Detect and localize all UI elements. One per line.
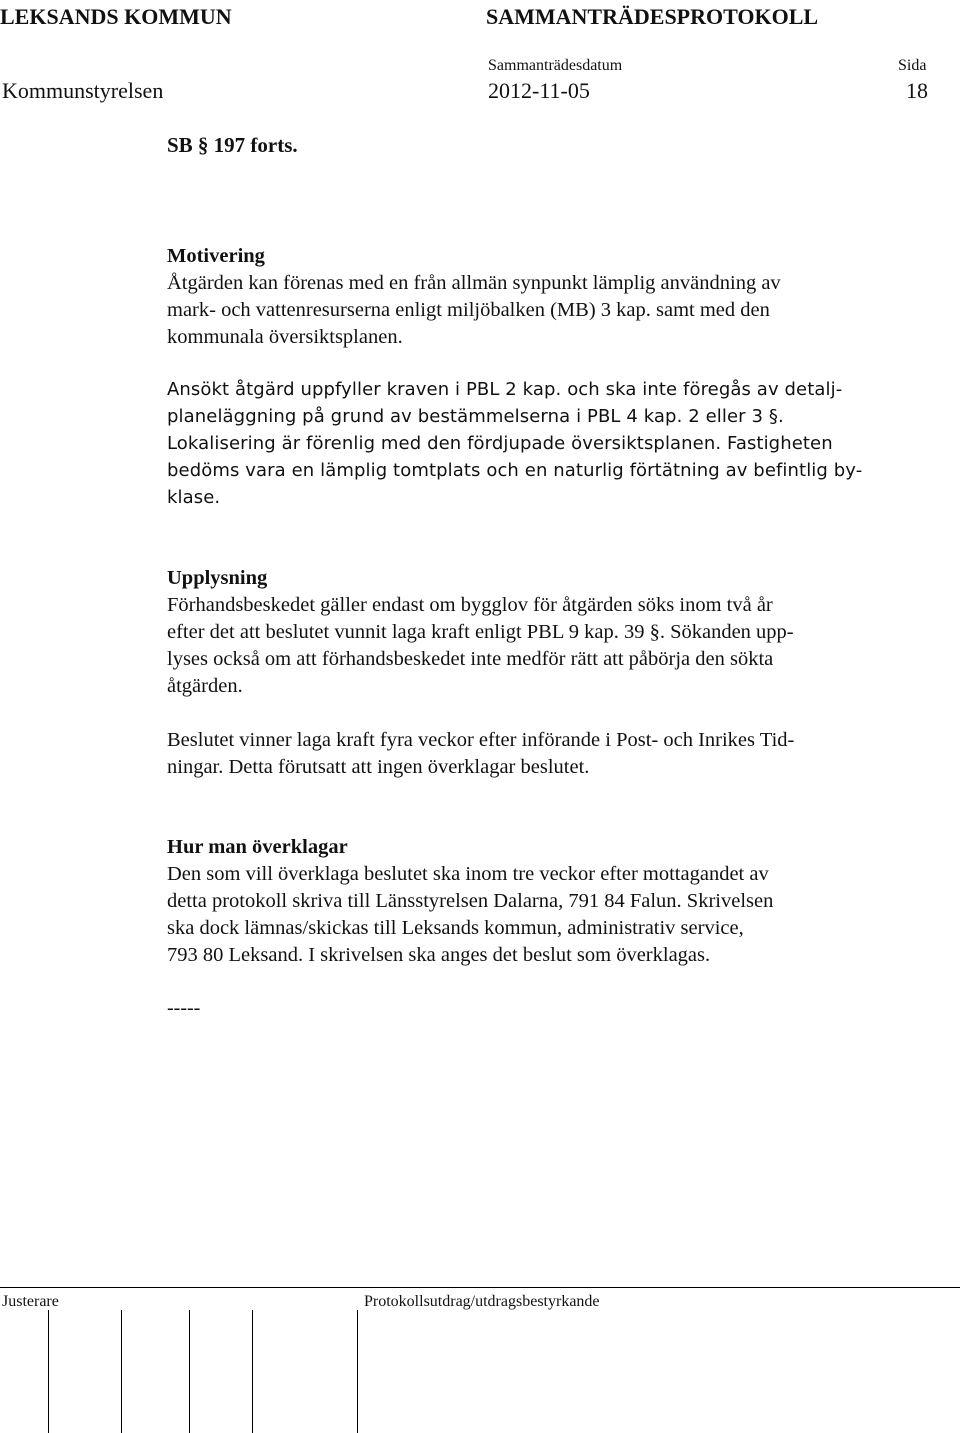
signature-box-divider [48, 1310, 49, 1433]
motivering-section [167, 243, 867, 351]
paragraph-line: detta protokoll skriva till Länsstyrelsen Dalarna, 791 84 Falun. Skrivelsen [167, 890, 774, 912]
upplysning-section [167, 565, 867, 700]
end-marker: ----- [167, 997, 201, 1019]
page-number: 18 [906, 78, 928, 103]
section-reference: SB § 197 forts. [167, 133, 298, 157]
paragraph-line: efter det att beslutet vunnit laga kraft enligt PBL 9 kap. 39 §. Sökanden upp- [167, 621, 794, 643]
paragraph-line: mark- och vattenresurserna enligt miljöbalken (MB) 3 kap. samt med den [167, 299, 770, 321]
meeting-date: 2012-11-05 [488, 78, 590, 103]
paragraph-line: bedöms vara en lämplig tomtplats och en naturlig förtätning av befintlig by- [167, 460, 863, 481]
paragraph-line: klase. [167, 487, 221, 508]
paragraph-line: 793 80 Leksand. I skrivelsen ska anges det beslut som överklagas. [167, 944, 711, 966]
motivering-paragraph-2 [167, 376, 867, 511]
paragraph-line: Åtgärden kan förenas med en från allmän synpunkt lämplig användning av [167, 272, 781, 294]
paragraph-line: ska dock lämnas/skickas till Leksands kommun, administrativ service, [167, 917, 744, 939]
organization-name: LEKSANDS KOMMUN [0, 4, 232, 29]
paragraph-line: Lokalisering är förenlig med den fördjupade översiktsplanen. Fastigheten [167, 433, 833, 454]
page-label: Sida [898, 57, 927, 74]
signature-box-divider [121, 1310, 122, 1433]
utdrag-label: Protokollsutdrag/utdragsbestyrkande [364, 1293, 600, 1310]
motivering-heading: Motivering [167, 245, 265, 267]
paragraph-line: åtgärden. [167, 675, 243, 697]
signature-box-divider [357, 1310, 358, 1433]
upplysning-paragraph-2 [167, 727, 867, 781]
signature-box-divider [189, 1310, 190, 1433]
footer-divider [0, 1287, 960, 1288]
signature-box-divider [252, 1310, 253, 1433]
overklagan-section [167, 834, 867, 969]
paragraph-line: Förhandsbeskedet gäller endast om bygglov för åtgärden söks inom två år [167, 594, 773, 616]
upplysning-heading: Upplysning [167, 567, 268, 589]
paragraph-line: ningar. Detta förutsatt att ingen överklagar beslutet. [167, 756, 590, 778]
justerare-label: Justerare [2, 1293, 59, 1310]
paragraph-line: Beslutet vinner laga kraft fyra veckor efter införande i Post- och Inrikes Tid- [167, 729, 795, 751]
paragraph-line: planeläggning på grund av bestämmelserna i PBL 4 kap. 2 eller 3 §. [167, 406, 784, 427]
paragraph-line: Ansökt åtgärd uppfyller kraven i PBL 2 kap. och ska inte föregås av detalj- [167, 379, 843, 400]
paragraph-line: Den som vill överklaga beslutet ska inom tre veckor efter mottagandet av [167, 863, 769, 885]
document-type: SAMMANTRÄDESPROTOKOLL [486, 4, 819, 29]
paragraph-line: lyses också om att förhandsbeskedet inte medför rätt att påbörja den sökta [167, 648, 774, 670]
date-label: Sammanträdesdatum [488, 57, 623, 74]
body-name: Kommunstyrelsen [2, 78, 164, 103]
overklagan-heading: Hur man överklagar [167, 836, 348, 858]
paragraph-line: kommunala översiktsplanen. [167, 326, 403, 348]
